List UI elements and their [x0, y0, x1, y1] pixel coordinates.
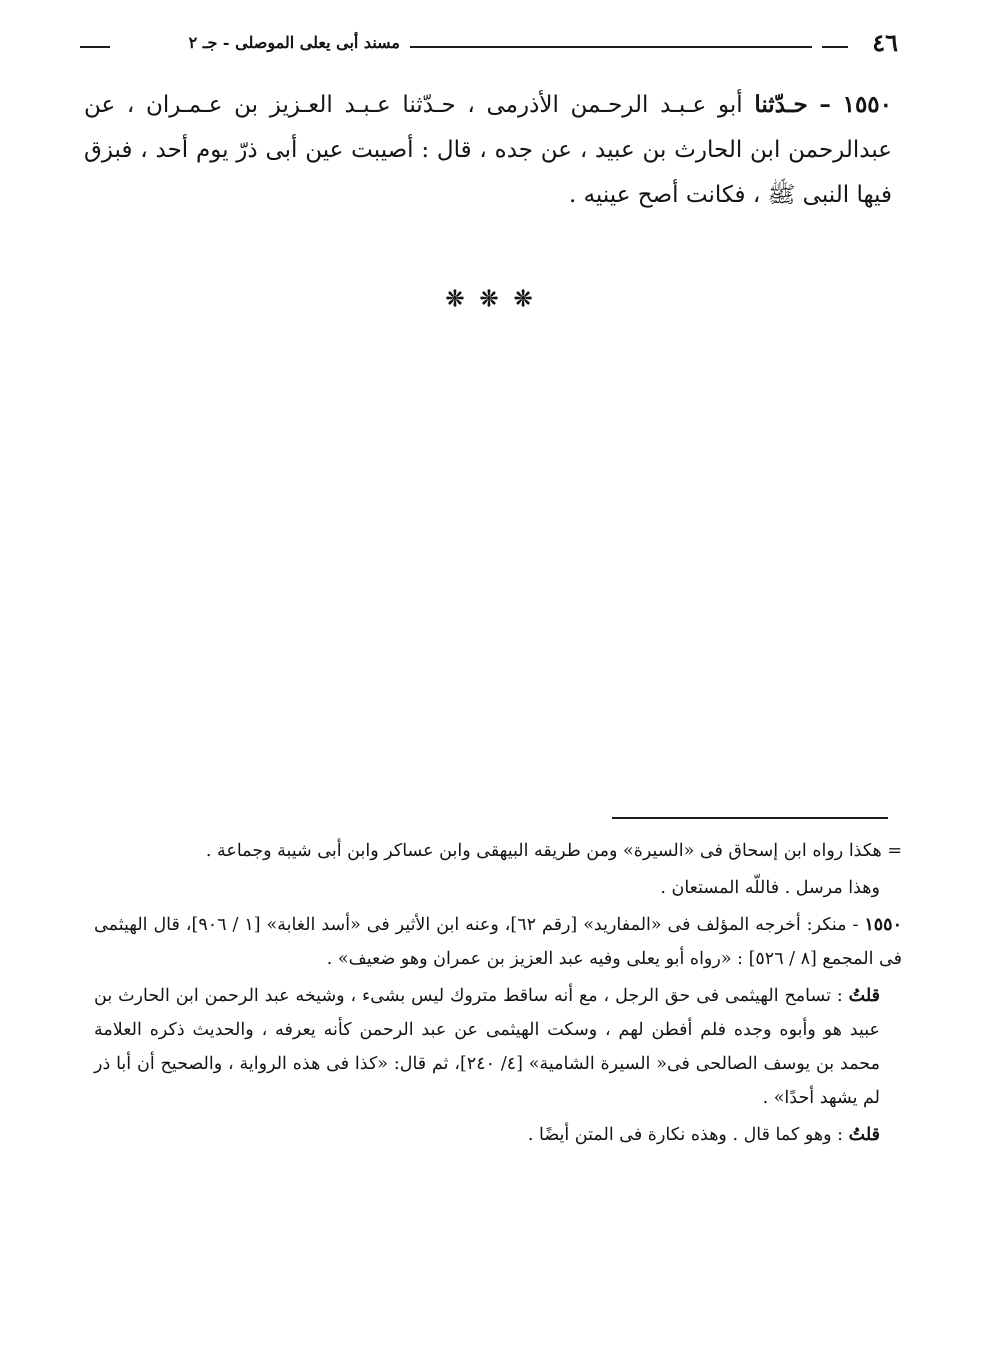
qultu-label-2: قلتُ: [848, 1125, 880, 1145]
header-rule-right: [822, 46, 848, 48]
qultu-label: قلتُ: [848, 986, 880, 1006]
hadith-body: أبو عـبـد الرحـمن الأذرمى ، حـدّثنا عـبـد العـزيز بن عـمـران ، عن عبدالرحمن ابن الحارث بن عبيد ، عن جده ، قال : أصيبت عين أبى ذرّ يوم أحد ، فبزق فيها النبى ﷺ ، فكانت أصح عينيه .: [84, 92, 892, 208]
footnotes: [94, 834, 902, 1155]
hadith-dash: –: [819, 91, 831, 118]
footnote-text: - منكر: أخرجه المؤلف فى «المفاريد» [رقم ٦٢]، وعنه ابن الأثير فى «أسد الغابة» [١ / ٩٠٦]، قال الهيثمى فى المجمع [٨ / ٥٢٦] : «رواه أبو يعلى وفيه عبد العزيز بن عمران وهو ضعيف» .: [94, 915, 902, 969]
footnote-qultu-1: [94, 979, 902, 1115]
hadith-lead: حـدّثنا: [754, 91, 808, 118]
footnote-rule: [612, 817, 888, 819]
section-separator: ❊ ❊ ❊: [445, 286, 537, 312]
hadith-text: [84, 82, 892, 218]
qultu-text: : تسامح الهيثمى فى حق الرجل ، مع أنه ساقط متروك ليس بشىء ، وشيخه عبد الرحمن ابن الحارث بن عبيد هو وأبوه وجده فلم أفطن لهم ، وسكت الهيثمى عن عبد الرحمن كأنه يعرفه ، والحديث ذكره العلامة محمد بن يوسف الصالحى فى« السيرة الشامية» [٤/ ٢٤٠]، ثم قال: «كذا فى هذه الرواية ، والصحيح أن أبا ذر لم يشهد أحدًا» .: [94, 986, 880, 1108]
footnote-number: ١٥٥٠: [864, 915, 902, 935]
footnote-qultu-2: [94, 1118, 902, 1152]
header-rule-middle: [410, 46, 812, 48]
footnote-1550: [94, 908, 902, 976]
footnote-continuation-2: وهذا مرسل . فاللّه المستعان .: [660, 878, 880, 898]
footnote-continuation: = هكذا رواه ابن إسحاق فى «السيرة» ومن طريقه البيهقى وابن عساكر وابن أبى شيبة وجماعة .: [205, 841, 902, 861]
hadith-number: ١٥٥٠: [842, 91, 893, 118]
qultu-text-2: : وهو كما قال . وهذه نكارة فى المتن أيضًا .: [527, 1125, 844, 1145]
header-rule-left: [80, 46, 110, 48]
running-title: مسند أبى يعلى الموصلى - جـ ٢: [188, 33, 400, 52]
page-number: ٤٦: [872, 28, 898, 57]
running-header: [80, 30, 898, 62]
